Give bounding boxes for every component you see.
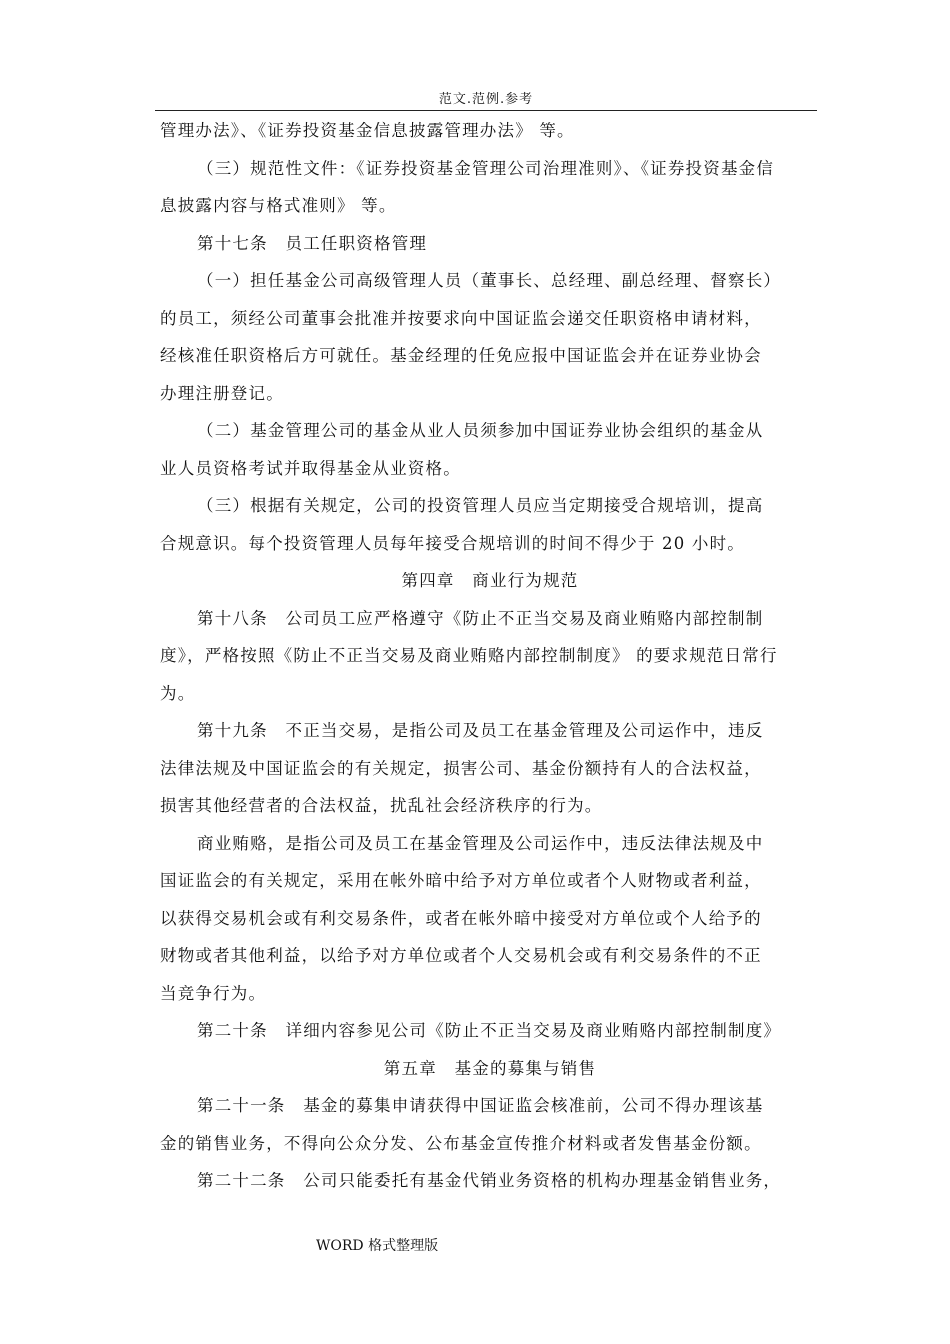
text-line: 以获得交易机会或有利交易条件，或者在帐外暗中接受对方单位或个人给予的	[160, 908, 762, 928]
text-line: 度》，严格按照《防止不正当交易及商业贿赂内部控制制度》 的要求规范日常行	[160, 646, 778, 665]
text-line: 第十七条 员工任职资格管理	[197, 233, 428, 253]
text-line: 的员工，须经公司董事会批准并按要求向中国证监会递交任职资格申请材料，	[160, 308, 762, 328]
text-line: （一）担任基金公司高级管理人员（董事长、总经理、副总经理、督察长）	[197, 271, 782, 290]
chapter-heading: 第五章 基金的募集与销售	[383, 1058, 597, 1078]
text-line: 息披露内容与格式准则》 等。	[160, 196, 397, 215]
chapter-heading: 第四章 商业行为规范	[401, 571, 579, 590]
text-line: 管理办法》、《证券投资基金信息披露管理办法》 等。	[160, 121, 575, 140]
text-line: （三）规范性文件：《证券投资基金管理公司治理准则》、《证券投资基金信	[197, 158, 775, 178]
text-line: 合规意识。每个投资管理人员每年接受合规培训的时间不得少于 20 小时。	[160, 533, 745, 553]
text-line: 财物或者其他利益，以给予对方单位或者个人交易机会或有利交易条件的不正	[160, 946, 762, 965]
text-line: 第十八条 公司员工应严格遵守《防止不正当交易及商业贿赂内部控制制	[197, 608, 764, 628]
text-line: 损害其他经营者的合法权益，扰乱社会经济秩序的行为。	[160, 796, 603, 815]
text-line: 第二十条 详细内容参见公司《防止不正当交易及商业贿赂内部控制制度》	[197, 1021, 782, 1040]
text-line: 当竞争行为。	[160, 983, 267, 1003]
page-header: 范文.范例.参考	[438, 92, 534, 107]
text-line: 第十九条 不正当交易，是指公司及员工在基金管理及公司运作中，违反	[197, 721, 764, 740]
text-line: 商业贿赂，是指公司及员工在基金管理及公司运作中，违反法律法规及中	[197, 833, 764, 853]
page-footer: WORD 格式整理版	[316, 1238, 439, 1254]
text-line: 法律法规及中国证监会的有关规定，损害公司、基金份额持有人的合法权益，	[160, 758, 762, 778]
text-line: 国证监会的有关规定，采用在帐外暗中给予对方单位或者个人财物或者利益，	[160, 871, 762, 890]
text-line: 第二十一条 基金的募集申请获得中国证监会核准前，公司不得办理该基	[197, 1096, 764, 1115]
text-line: 经核准任职资格后方可就任。基金经理的任免应报中国证监会并在证券业协会	[160, 346, 762, 365]
text-line: 第二十二条 公司只能委托有基金代销业务资格的机构办理基金销售业务，	[197, 1171, 782, 1190]
document-body	[160, 112, 820, 1200]
text-line: 金的销售业务，不得向公众分发、公布基金宣传推介材料或者发售基金份额。	[160, 1133, 762, 1153]
text-line: 办理注册登记。	[160, 383, 284, 403]
header-divider	[155, 110, 817, 111]
text-line: 业人员资格考试并取得基金从业资格。	[160, 458, 461, 478]
text-line: （二）基金管理公司的基金从业人员须参加中国证券业协会组织的基金从	[197, 421, 764, 440]
text-line: （三）根据有关规定，公司的投资管理人员应当定期接受合规培训，提高	[197, 496, 764, 515]
text-line: 为。	[160, 683, 196, 703]
